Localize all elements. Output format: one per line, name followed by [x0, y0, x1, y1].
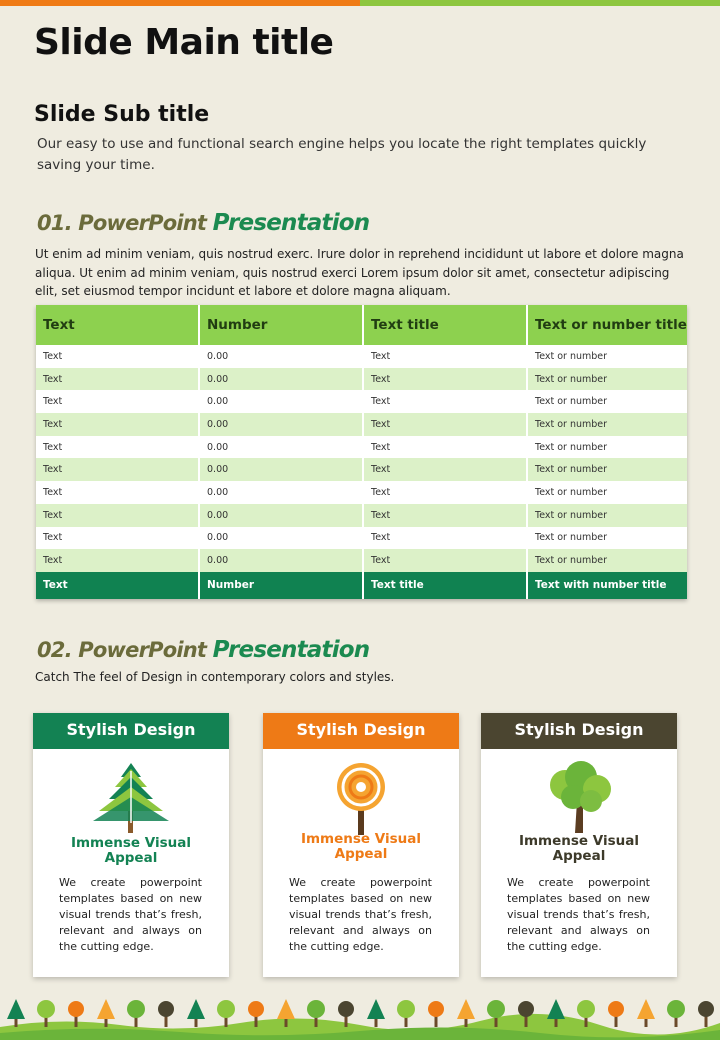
section-2-number: 02. PowerPoint [37, 638, 213, 662]
section-1-title [37, 210, 369, 236]
table-cell: Text or number [527, 549, 687, 572]
table-cell: 0.00 [199, 436, 363, 459]
card-title: Immense Visual Appeal [518, 833, 640, 864]
card-header: Stylish Design [263, 713, 459, 749]
table-cell: 0.00 [199, 413, 363, 436]
table-cell: Text or number [527, 368, 687, 391]
section-2-paragraph: Catch The feel of Design in contemporary colors and styles. [35, 670, 395, 684]
table-row [36, 436, 687, 459]
table-cell: Text [363, 368, 527, 391]
section-1-accent: Presentation [212, 210, 370, 236]
table-cell: 0.00 [199, 345, 363, 368]
table-cell: Text [363, 481, 527, 504]
top-accent-orange [0, 0, 360, 6]
table-cell: Text [36, 481, 199, 504]
leafy-tree-icon [539, 761, 619, 835]
table-cell: Text [36, 368, 199, 391]
top-accent-green [360, 0, 720, 6]
card-body: We create powerpoint templates based on new visual trends that’s fresh, relevant and always on the cutting edge. [289, 876, 432, 953]
table-cell: Text [363, 504, 527, 527]
table-cell: 0.00 [199, 368, 363, 391]
section-1-paragraph: Ut enim ad minim veniam, quis nostrud exerc. Irure dolor in reprehend incididunt ut labore et dolore magna aliqua. Ut enim ad minim veniam, quis nostrud exerci Lorem ipsum dolor sit amet, consectetur adipiscing elit, set eiusmod tempor incidunt et labore et dolore magna aliquam. [35, 247, 684, 298]
swirl-tree-icon [321, 761, 401, 835]
feature-card [33, 713, 229, 977]
table-cell: Text or number [527, 413, 687, 436]
table-footer-row [36, 572, 687, 599]
table-cell: Text [363, 413, 527, 436]
table-row [36, 368, 687, 391]
feature-card [263, 713, 459, 977]
table-cell: Text or number [527, 345, 687, 368]
table-cell: Text [36, 413, 199, 436]
table-header-cell: Text or number title [527, 305, 687, 345]
table-footer-cell: Text with number title [527, 572, 687, 599]
table-cell: Text [36, 527, 199, 550]
table-row [36, 390, 687, 413]
table-cell: Text [363, 345, 527, 368]
table-cell: 0.00 [199, 504, 363, 527]
table-cell: Text or number [527, 436, 687, 459]
table-cell: Text [363, 390, 527, 413]
feature-card [481, 713, 677, 977]
table-row [36, 481, 687, 504]
table-cell: Text [36, 390, 199, 413]
table-row [36, 504, 687, 527]
subtitle-text: Our easy to use and functional search engine helps you locate the right templates quickly saving your time. [37, 136, 647, 173]
card-body: We create powerpoint templates based on new visual trends that’s fresh, relevant and always on the cutting edge. [507, 876, 650, 953]
card-title: Immense Visual Appeal [70, 835, 192, 866]
card-body: We create powerpoint templates based on new visual trends that’s fresh, relevant and always on the cutting edge. [59, 876, 202, 953]
table-footer-cell: Text [36, 572, 199, 599]
pine-tree-icon [91, 761, 171, 835]
top-accent-bar [0, 0, 720, 6]
tree-border-decoration [0, 995, 720, 1040]
table-row [36, 345, 687, 368]
section-1-number: 01. PowerPoint [37, 211, 213, 235]
table-row [36, 527, 687, 550]
table-row [36, 458, 687, 481]
section-2-accent: Presentation [212, 637, 370, 663]
table-cell: 0.00 [199, 527, 363, 550]
page-subtitle: Slide Sub title [34, 102, 210, 127]
table-cell: 0.00 [199, 549, 363, 572]
card-title: Immense Visual Appeal [300, 831, 422, 862]
card-header: Stylish Design [33, 713, 229, 749]
table-cell: Text or number [527, 527, 687, 550]
table-cell: Text or number [527, 481, 687, 504]
table-cell: 0.00 [199, 390, 363, 413]
table-cell: Text [36, 345, 199, 368]
page-title: Slide Main title [34, 22, 334, 63]
table-cell: 0.00 [199, 481, 363, 504]
table-row [36, 549, 687, 572]
table-cell: Text [363, 527, 527, 550]
table-header-cell: Text [36, 305, 199, 345]
table-header-row [36, 305, 687, 345]
card-header: Stylish Design [481, 713, 677, 749]
table-cell: Text [36, 504, 199, 527]
table-cell: Text [363, 458, 527, 481]
section-2-title [37, 637, 369, 663]
table-cell: Text [36, 549, 199, 572]
table-row [36, 413, 687, 436]
table-cell: Text or number [527, 458, 687, 481]
table-cell: 0.00 [199, 458, 363, 481]
table-cell: Text [36, 436, 199, 459]
table-cell: Text [36, 458, 199, 481]
table-cell: Text [363, 436, 527, 459]
table-footer-cell: Text title [363, 572, 527, 599]
table-footer-cell: Number [199, 572, 363, 599]
table-cell: Text or number [527, 504, 687, 527]
table-header-cell: Text title [363, 305, 527, 345]
table-header-cell: Number [199, 305, 363, 345]
table-cell: Text [363, 549, 527, 572]
table-cell: Text or number [527, 390, 687, 413]
data-table [36, 305, 687, 599]
